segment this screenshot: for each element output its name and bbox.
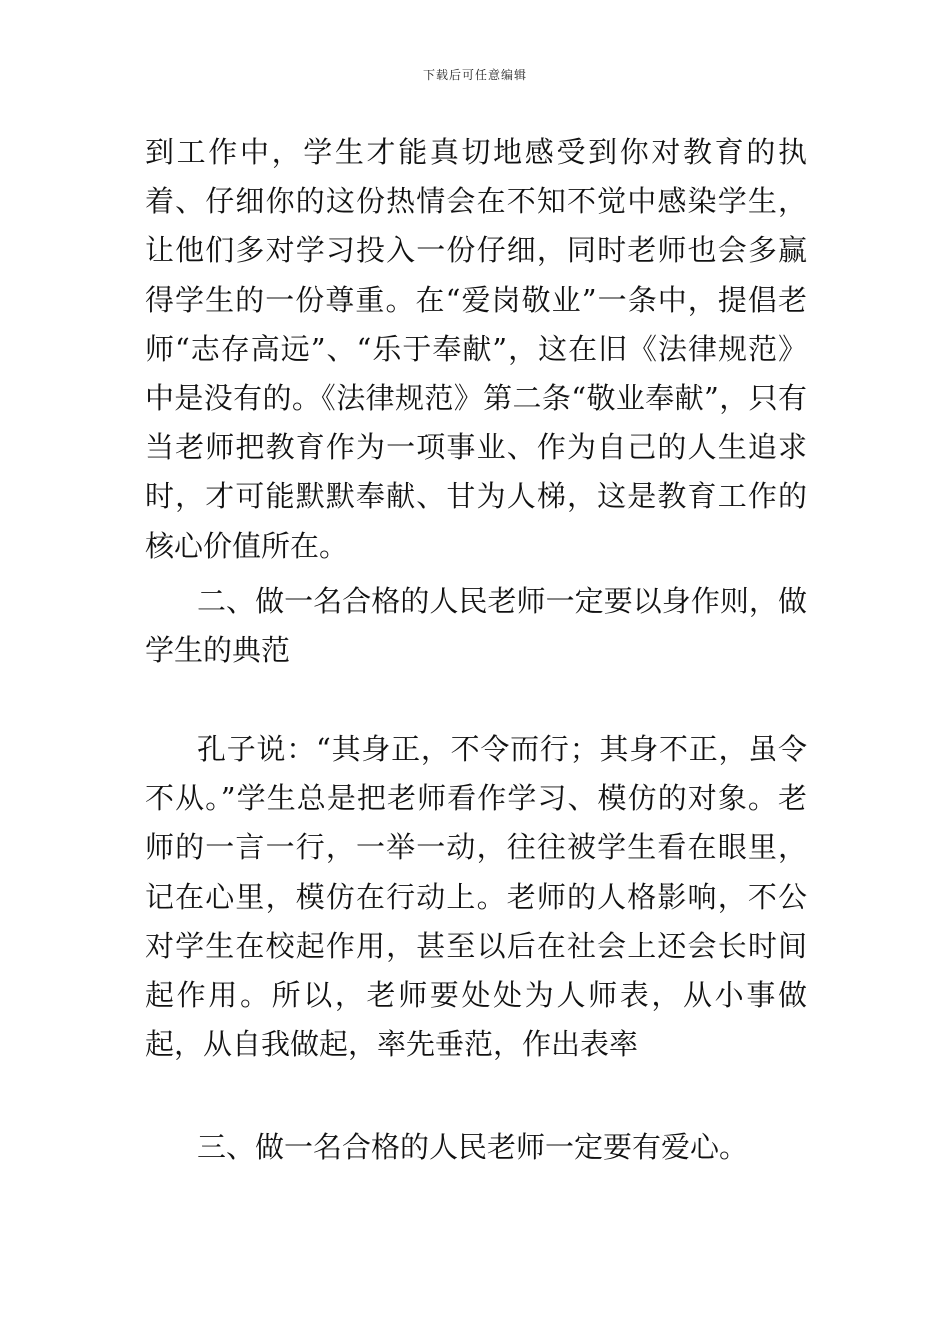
heading-text: 三、做一名合格的人民老师一定要有爱心。 [197,1130,749,1164]
section-heading-2 [145,577,807,675]
paragraph-continuation [145,128,807,571]
paragraph-text: 到工作中，学生才能真切地感受到你对教育的执着、仔细你的这份热情会在不知不觉中感染学生，让他们多对学习投入一份仔细，同时老师也会多赢得学生的一份尊重。在“爱岗敬业”一条中，提倡老师“志存高远”、“乐于奉献”，这在旧《法律规范》中是没有的。《法律规范》第二条“敬业奉献”，只有当老师把教育作为一项事业、作为自己的人生追求时，才可能默默奉献、甘为人梯，这是教育工作的核心价值所在。 [145,135,807,563]
heading-text: 二、做一名合格的人民老师一定要以身作则，做学生的典范 [145,584,807,668]
paragraph-text: 孔子说：“其身正，不令而行；其身不正，虽令不从。”学生总是把老师看作学习、模仿的对象。老师的一言一行，一举一动，往往被学生看在眼里，记在心里，模仿在行动上。老师的人格影响，不公对学生在校起作用，甚至以后在社会上还会长时间起作用。所以，老师要处处为人师表，从小事做起，从自我做起，率先垂范，作出表率 [145,732,807,1062]
section-heading-3 [145,1123,807,1172]
header-note: 下载后可任意编辑 [422,68,527,82]
paragraph-confucius [145,725,807,1069]
